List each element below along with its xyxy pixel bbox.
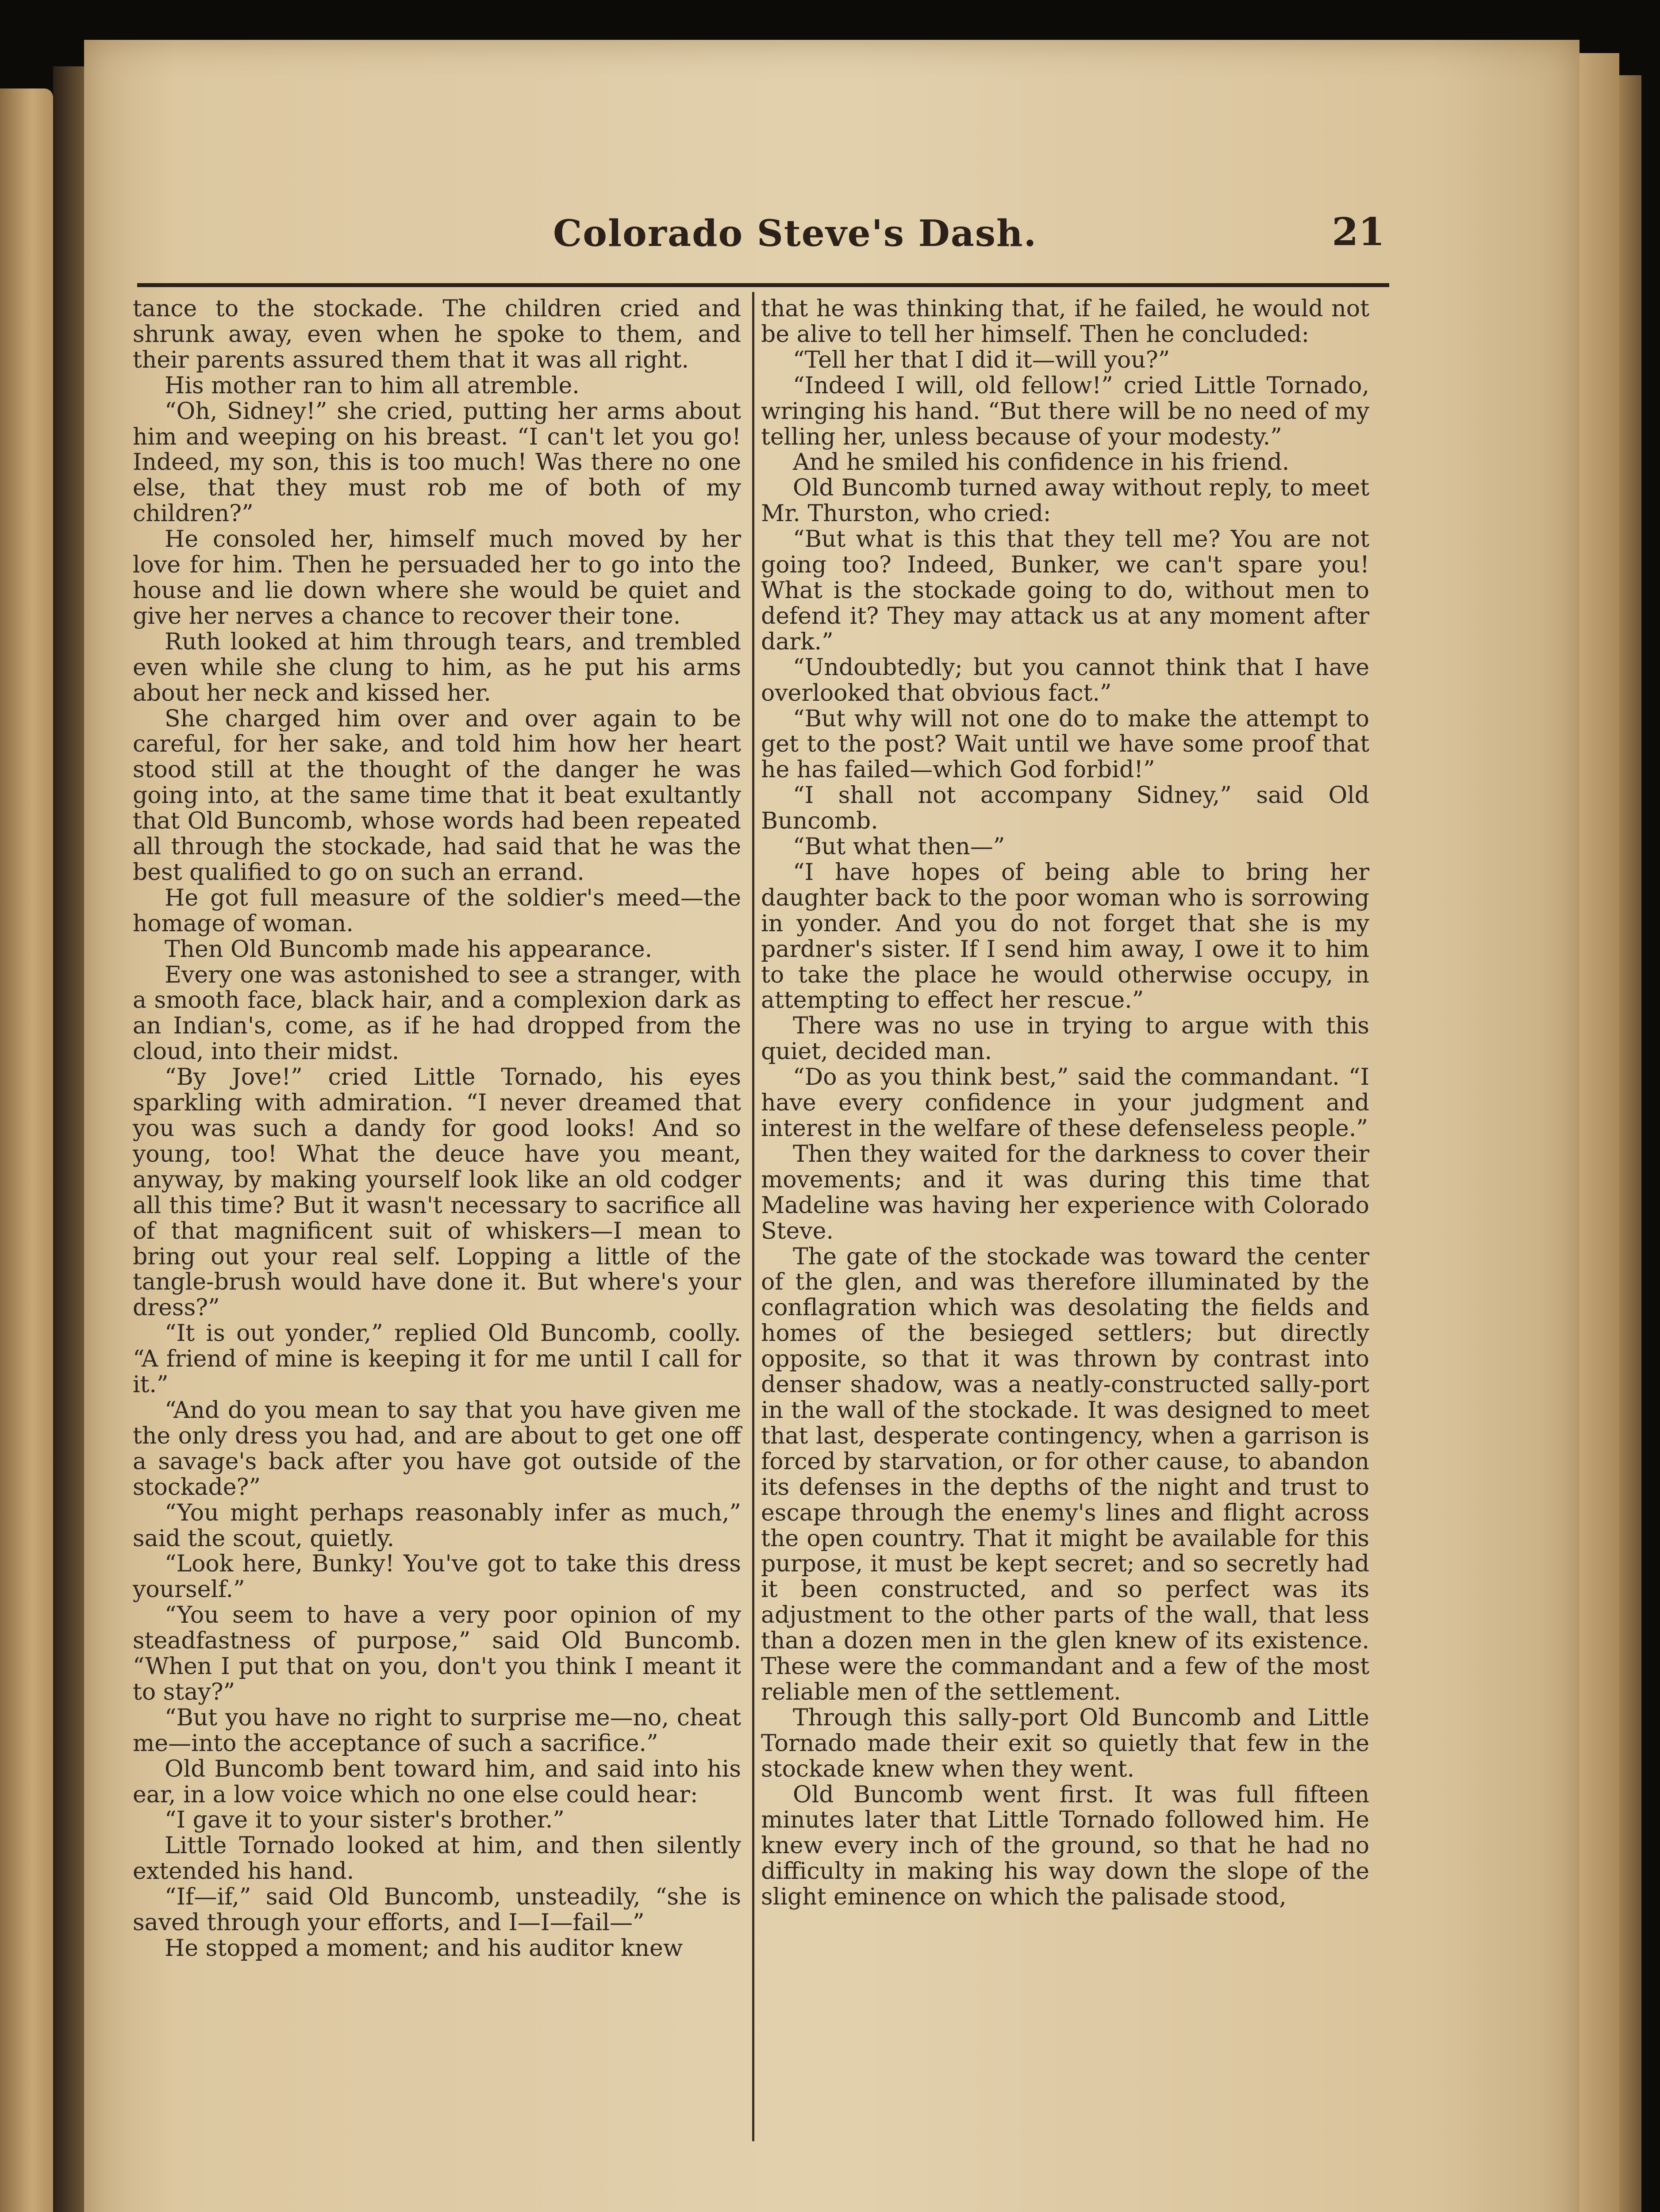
paragraph: There was no use in trying to argue with this quiet, decided man. <box>761 1013 1369 1065</box>
paragraph: “And do you mean to say that you have given me the only dress you had, and are about to get one off a savage's back after you have got outside of the stockade?” <box>133 1397 741 1501</box>
paragraph: “But what is this that they tell me? You are not going too? Indeed, Bunker, we can't spare you! What is the stockade going to do, without men to defend it? They may attack us at any moment after dark.” <box>761 526 1369 655</box>
paragraph: “But you have no right to surprise me—no, cheat me—into the acceptance of such a sacrifice.” <box>133 1704 741 1757</box>
paragraph: He consoled her, himself much moved by her love for him. Then he persuaded her to go into the house and lie down where she would be quiet and give her nerves a chance to recover their tone. <box>133 526 741 630</box>
paragraph: Then Old Buncomb made his appearance. <box>165 936 653 963</box>
paragraph: “If—if,” said Old Buncomb, unsteadily, “she is saved through your efforts, and I—I—fail—” <box>133 1884 741 1936</box>
page-edges-outer <box>1619 75 1641 2212</box>
paragraph: Little Tornado looked at him, and then silently extended his hand. <box>133 1832 741 1885</box>
paragraph: Through this sally-port Old Buncomb and Little Tornado made their exit so quietly that few in the stockade knew when they went. <box>761 1704 1369 1782</box>
paragraph: His mother ran to him all atremble. <box>165 372 580 399</box>
paragraph: “But what then—” <box>793 833 1005 860</box>
paragraph: Ruth looked at him through tears, and trembled even while she clung to him, as he put his arms about her neck and kissed her. <box>133 628 741 707</box>
paragraph: “It is out yonder,” replied Old Buncomb, coolly. “A friend of mine is keeping it for me until I call for it.” <box>133 1320 741 1398</box>
paragraph: The gate of the stockade was toward the center of the glen, and was therefore illuminated by the conflagration which was desolating the fields and homes of the besieged settlers; but directly opposite, so that it was thrown by contrast into denser shadow, was a neatly-constructed sally-port in the wall of the stockade. It was designed to meet that last, desperate contingency, when a garrison is forced by starvation, or for other cause, to abandon its defenses in the depths of the night and trust to escape through the enemy's lines and flight across the open country. That it might be available for this purpose, it must be kept secret; and so secretly had it been constructed, and so perfect was its adjustment to the other parts of the wall, that less than a dozen men in the glen knew of its existence. These were the commandant and a few of the most reliable men of the settlement. <box>761 1243 1369 1705</box>
paragraph: “You seem to have a very poor opinion of my steadfastness of purpose,” said Old Buncomb. “When I put that on you, don't you think I meant it to stay?” <box>133 1602 741 1705</box>
column-divider <box>752 292 754 2141</box>
paragraph: And he smiled his confidence in his friend. <box>793 449 1290 476</box>
paragraph: that he was thinking that, if he failed, he would not be alive to tell her himself. Then he concluded: <box>761 296 1369 348</box>
right-column <box>761 296 1369 2141</box>
paragraph: He stopped a moment; and his auditor knew <box>165 1935 683 1962</box>
paragraph: “Look here, Bunky! You've got to take this dress yourself.” <box>133 1551 741 1603</box>
book-gutter <box>53 66 84 2212</box>
paragraph: Then they waited for the darkness to cover their movements; and it was during this time that Madeline was having her experience with Colorado Steve. <box>761 1141 1369 1244</box>
paragraph: “I shall not accompany Sidney,” said Old Buncomb. <box>761 782 1369 835</box>
paragraph: tance to the stockade. The children cried and shrunk away, even when he spoke to them, and their parents assured them that it was all right. <box>133 296 741 373</box>
paragraph: “Undoubtedly; but you cannot think that I have overlooked that obvious fact.” <box>761 654 1369 707</box>
paragraph: “I have hopes of being able to bring her daughter back to the poor woman who is sorrowing in yonder. And you do not forget that she is my pardner's sister. If I send him away, I owe it to him to take the place he would otherwise occupy, in attempting to effect her rescue.” <box>761 859 1369 1014</box>
paragraph: Old Buncomb turned away without reply, to meet Mr. Thurston, who cried: <box>761 475 1369 527</box>
running-head: Colorado Steve's Dash. <box>553 212 1038 255</box>
paragraph: “Indeed I will, old fellow!” cried Little Tornado, wringing his hand. “But there will be no need of my telling her, unless because of your modesty.” <box>761 372 1369 450</box>
paragraph: “Oh, Sidney!” she cried, putting her arms about him and weeping on his breast. “I can't let you go! Indeed, my son, this is too much! Was there no one else, that they must rob me of both of my children?” <box>133 398 741 527</box>
page-number: 21 <box>1332 210 1385 254</box>
paragraph: “I gave it to your sister's brother.” <box>165 1807 565 1834</box>
page-edges <box>1579 53 1619 2212</box>
paragraph: Old Buncomb bent toward him, and said into his ear, in a low voice which no one else could hear: <box>133 1755 741 1808</box>
paragraph: Old Buncomb went first. It was full fifteen minutes later that Little Tornado followed him. He knew every inch of the ground, so that he had no difficulty in making his way down the slope of the slight eminence on which the palisade stood, <box>761 1781 1369 1911</box>
left-column <box>133 296 741 2141</box>
paragraph: “Do as you think best,” said the commandant. “I have every confidence in your judgment and interest in the welfare of these defenseless people.” <box>761 1064 1369 1142</box>
paragraph: Every one was astonished to see a stranger, with a smooth face, black hair, and a complexion dark as an Indian's, come, as if he had dropped from the cloud, into their midst. <box>133 961 741 1065</box>
paragraph: She charged him over and over again to be careful, for her sake, and told him how her heart stood still at the thought of the danger he was going into, at the same time that it beat exultantly that Old Buncomb, whose words had been repeated all through the stockade, had said that he was the best qualified to go on such an errand. <box>133 705 741 886</box>
paragraph: “By Jove!” cried Little Tornado, his eyes sparkling with admiration. “I never dreamed that you was such a dandy for good looks! And so young, too! What the deuce have you meant, anyway, by making yourself look like an old codger all this time? But it wasn't necessary to sacrifice all of that magnificent suit of whiskers—I mean to bring out your real self. Lopping a little of the tangle-brush would have done it. But where's your dress?” <box>133 1064 741 1321</box>
paragraph: He got full measure of the soldier's meed—the homage of woman. <box>133 884 741 937</box>
facing-page-edge <box>0 88 53 2212</box>
paragraph: “You might perhaps reasonably infer as much,” said the scout, quietly. <box>133 1499 741 1552</box>
paragraph: “But why will not one do to make the attempt to get to the post? Wait until we have some proof that he has failed—which God forbid!” <box>761 705 1369 783</box>
paragraph: “Tell her that I did it—will you?” <box>793 346 1170 373</box>
page-header <box>137 208 1389 287</box>
